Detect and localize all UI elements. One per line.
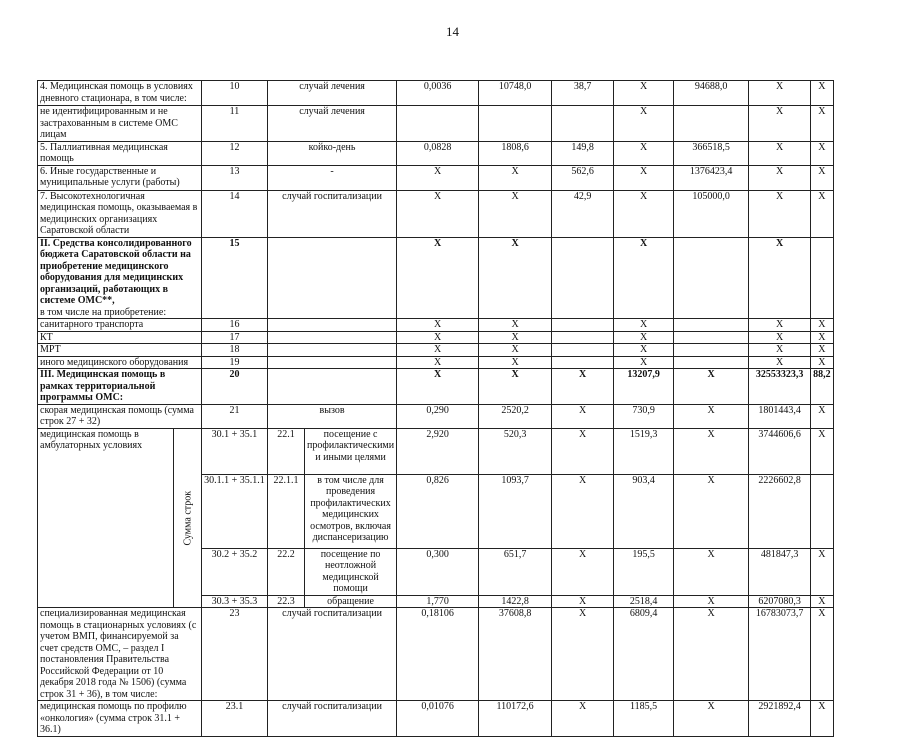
line-number: 15 [202, 237, 268, 319]
row-name: III. Медицинская помощь в рамках территориальной программы ОМС: [38, 369, 202, 405]
table-row [38, 165, 834, 190]
unit [268, 344, 397, 357]
table-row [38, 319, 834, 332]
unit [268, 331, 397, 344]
value-cell: 562,6 [552, 165, 614, 190]
value-cell: 94688,0 [674, 81, 749, 106]
value-cell: X [749, 344, 811, 357]
table-row [38, 404, 834, 428]
value-cell: X [674, 548, 749, 595]
value-cell: 1093,7 [479, 474, 552, 548]
value-cell: X [749, 237, 811, 319]
table-row [38, 344, 834, 357]
row-name: иного медицинского оборудования [38, 356, 202, 369]
unit: - [268, 165, 397, 190]
value-cell [811, 237, 834, 319]
table-row [38, 141, 834, 165]
sum-formula: 30.1.1 + 35.1.1 [202, 474, 268, 548]
line-number: 23.1 [202, 701, 268, 737]
line-number: 23 [202, 608, 268, 701]
line-number: 17 [202, 331, 268, 344]
value-cell: X [479, 319, 552, 332]
row-name: санитарного транспорта [38, 319, 202, 332]
value-cell [552, 237, 614, 319]
line-number: 21 [202, 404, 268, 428]
table-row [38, 237, 834, 319]
value-cell: X [811, 190, 834, 237]
value-cell [674, 344, 749, 357]
table-row [38, 428, 834, 474]
value-cell: X [674, 428, 749, 474]
line-number: 10 [202, 81, 268, 106]
table-row [38, 608, 834, 701]
value-cell: X [811, 106, 834, 142]
row-name: 5. Паллиативная медицинская помощь [38, 141, 202, 165]
table-row [38, 701, 834, 737]
value-cell: X [749, 165, 811, 190]
value-cell: 2,920 [397, 428, 479, 474]
value-cell: 1801443,4 [749, 404, 811, 428]
value-cell: X [397, 237, 479, 319]
line-number: 22.3 [268, 595, 305, 608]
sum-formula: 30.2 + 35.2 [202, 548, 268, 595]
unit: посещение с профилактическими и иными целями [305, 428, 397, 474]
line-number: 19 [202, 356, 268, 369]
sum-formula: 30.3 + 35.3 [202, 595, 268, 608]
value-cell: X [749, 319, 811, 332]
value-cell [674, 331, 749, 344]
value-cell: 38,7 [552, 81, 614, 106]
value-cell [552, 331, 614, 344]
value-cell [674, 106, 749, 142]
value-cell: X [552, 701, 614, 737]
value-cell: X [674, 369, 749, 405]
sum-label: Сумма строк [174, 428, 202, 608]
value-cell [674, 237, 749, 319]
value-cell: X [552, 428, 614, 474]
value-cell: 0,0036 [397, 81, 479, 106]
value-cell: X [479, 344, 552, 357]
financing-table [37, 80, 834, 737]
value-cell: 105000,0 [674, 190, 749, 237]
value-cell: X [479, 369, 552, 405]
row-name: медицинская помощь в амбулаторных условиях [38, 428, 174, 608]
value-cell: 2518,4 [614, 595, 674, 608]
page-number: 14 [446, 24, 459, 39]
value-cell: X [811, 608, 834, 701]
table-row [38, 369, 834, 405]
unit: случай госпитализации [268, 701, 397, 737]
line-number: 22.1 [268, 428, 305, 474]
value-cell: 1185,5 [614, 701, 674, 737]
value-cell: 0,01076 [397, 701, 479, 737]
row-name [38, 237, 202, 319]
row-name: специализированная медицинская помощь в стационарных условиях (с учетом ВМП, финансируемой за счет средств ОМС, – раздел I постановления Правительства Российской Федерации от 10 декабря 2018 года № 1506) (сумма строк 31 + 36), в том числе: [38, 608, 202, 701]
table-row [38, 190, 834, 237]
value-cell: X [397, 331, 479, 344]
value-cell: X [674, 474, 749, 548]
value-cell: X [811, 701, 834, 737]
value-cell: 2520,2 [479, 404, 552, 428]
value-cell [397, 106, 479, 142]
value-cell: X [397, 165, 479, 190]
value-cell: 1808,6 [479, 141, 552, 165]
table-row [38, 356, 834, 369]
value-cell: X [552, 474, 614, 548]
value-cell: X [552, 595, 614, 608]
line-number: 20 [202, 369, 268, 405]
value-cell: X [479, 331, 552, 344]
value-cell: 903,4 [614, 474, 674, 548]
unit: случай госпитализации [268, 608, 397, 701]
value-cell: X [749, 190, 811, 237]
value-cell: X [811, 548, 834, 595]
table-row [38, 81, 834, 106]
value-cell: 37608,8 [479, 608, 552, 701]
unit: в том числе для проведения профилактических медицинских осмотров, включая диспансеризацию [305, 474, 397, 548]
value-cell: X [614, 165, 674, 190]
value-cell: 2921892,4 [749, 701, 811, 737]
value-cell: X [674, 404, 749, 428]
value-cell: 651,7 [479, 548, 552, 595]
row-name: 7. Высокотехнологичная медицинская помощь, оказываемая в медицинских организациях Саратовской области [38, 190, 202, 237]
row-name-main: II. Средства консолидированного бюджета Саратовской области на приобретение медицинского оборудования для медицинских организаций, работающих в системе ОМС**, [40, 237, 192, 306]
row-name: КТ [38, 331, 202, 344]
value-cell: X [614, 106, 674, 142]
row-name: МРТ [38, 344, 202, 357]
line-number: 18 [202, 344, 268, 357]
value-cell: 0,826 [397, 474, 479, 548]
unit: случай лечения [268, 106, 397, 142]
unit: случай лечения [268, 81, 397, 106]
value-cell: 0,0828 [397, 141, 479, 165]
value-cell [479, 106, 552, 142]
line-number: 12 [202, 141, 268, 165]
value-cell: 481847,3 [749, 548, 811, 595]
value-cell: X [749, 141, 811, 165]
value-cell: X [749, 81, 811, 106]
value-cell: X [811, 595, 834, 608]
unit [268, 237, 397, 319]
unit: вызов [268, 404, 397, 428]
value-cell: 88,2 [811, 369, 834, 405]
value-cell: 195,5 [614, 548, 674, 595]
value-cell: X [811, 428, 834, 474]
row-name: 6. Иные государственные и муниципальные услуги (работы) [38, 165, 202, 190]
value-cell: 3744606,6 [749, 428, 811, 474]
value-cell: X [614, 319, 674, 332]
value-cell: X [811, 319, 834, 332]
value-cell: 6207080,3 [749, 595, 811, 608]
sum-formula: 30.1 + 35.1 [202, 428, 268, 474]
table-row [38, 331, 834, 344]
row-name: скорая медицинская помощь (сумма строк 27 + 32) [38, 404, 202, 428]
value-cell: X [614, 190, 674, 237]
value-cell: 1422,8 [479, 595, 552, 608]
value-cell: X [674, 595, 749, 608]
value-cell [552, 344, 614, 357]
value-cell: X [749, 356, 811, 369]
line-number: 22.1.1 [268, 474, 305, 548]
value-cell: X [614, 81, 674, 106]
value-cell: X [479, 237, 552, 319]
row-name-tail: в том числе на приобретение: [40, 306, 167, 318]
value-cell: X [811, 141, 834, 165]
value-cell [811, 474, 834, 548]
value-cell: X [811, 356, 834, 369]
row-name: не идентифицированным и не застрахованным в системе ОМС лицам [38, 106, 202, 142]
value-cell: X [552, 548, 614, 595]
value-cell: X [614, 356, 674, 369]
value-cell: X [397, 319, 479, 332]
value-cell: X [749, 106, 811, 142]
value-cell: 13207,9 [614, 369, 674, 405]
value-cell [552, 106, 614, 142]
value-cell: X [479, 165, 552, 190]
value-cell: 730,9 [614, 404, 674, 428]
value-cell: X [397, 344, 479, 357]
value-cell: X [552, 608, 614, 701]
value-cell: X [552, 404, 614, 428]
value-cell: X [614, 331, 674, 344]
value-cell: X [811, 404, 834, 428]
row-name: медицинская помощь по профилю «онкология» (сумма строк 31.1 + 36.1) [38, 701, 202, 737]
value-cell: X [479, 190, 552, 237]
value-cell [674, 319, 749, 332]
value-cell [552, 356, 614, 369]
value-cell: 1519,3 [614, 428, 674, 474]
value-cell: X [614, 344, 674, 357]
value-cell: 32553323,3 [749, 369, 811, 405]
value-cell: X [811, 331, 834, 344]
value-cell [674, 356, 749, 369]
value-cell: X [479, 356, 552, 369]
unit [268, 319, 397, 332]
value-cell: X [397, 356, 479, 369]
value-cell: X [614, 237, 674, 319]
value-cell: X [749, 331, 811, 344]
value-cell: X [397, 369, 479, 405]
value-cell: 16783073,7 [749, 608, 811, 701]
line-number: 16 [202, 319, 268, 332]
value-cell [552, 319, 614, 332]
unit: случай госпитализации [268, 190, 397, 237]
value-cell: X [552, 369, 614, 405]
value-cell: X [811, 165, 834, 190]
value-cell: 0,18106 [397, 608, 479, 701]
value-cell: 0,300 [397, 548, 479, 595]
value-cell: X [674, 701, 749, 737]
unit: обращение [305, 595, 397, 608]
value-cell: 110172,6 [479, 701, 552, 737]
unit [268, 356, 397, 369]
value-cell: 520,3 [479, 428, 552, 474]
table-row [38, 106, 834, 142]
value-cell: 149,8 [552, 141, 614, 165]
line-number: 11 [202, 106, 268, 142]
unit: койко-день [268, 141, 397, 165]
value-cell: 2226602,8 [749, 474, 811, 548]
unit [268, 369, 397, 405]
value-cell: X [397, 190, 479, 237]
value-cell: 42,9 [552, 190, 614, 237]
value-cell: 1376423,4 [674, 165, 749, 190]
value-cell: X [811, 81, 834, 106]
line-number: 14 [202, 190, 268, 237]
value-cell: 6809,4 [614, 608, 674, 701]
value-cell: 1,770 [397, 595, 479, 608]
value-cell: 0,290 [397, 404, 479, 428]
value-cell: X [811, 344, 834, 357]
value-cell: X [674, 608, 749, 701]
line-number: 13 [202, 165, 268, 190]
value-cell: X [614, 141, 674, 165]
value-cell: 10748,0 [479, 81, 552, 106]
unit: посещение по неотложной медицинской помощи [305, 548, 397, 595]
value-cell: 366518,5 [674, 141, 749, 165]
line-number: 22.2 [268, 548, 305, 595]
row-name: 4. Медицинская помощь в условиях дневного стационара, в том числе: [38, 81, 202, 106]
